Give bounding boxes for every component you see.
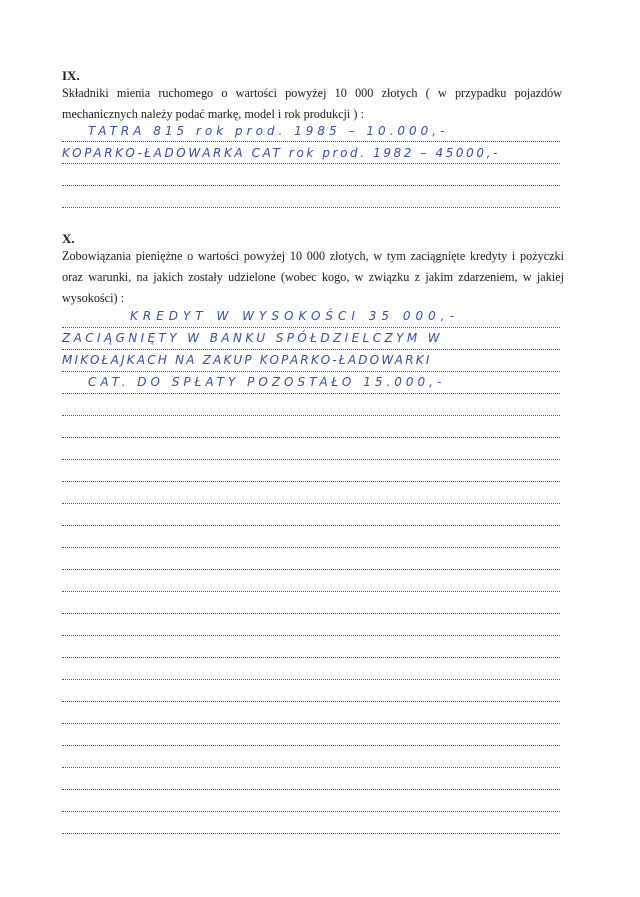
section-x-line-7 xyxy=(62,459,560,460)
section-x-label: Zobowiązania pieniężne o wartości powyżej 10 000 złotych, w tym zaciągnięte kredyty i pożyczki oraz warunki, na jakich zostały udzielone (wobec kogo, w związku z jakim zdarzeniem, w jakiej wysokości) : xyxy=(62,249,564,305)
section-x-entry-4: CAT. DO SPŁATY POZOSTAŁO 15.000,- xyxy=(88,375,446,389)
section-x-line-8 xyxy=(62,481,560,482)
section-x-line-14 xyxy=(62,613,560,614)
section-x-line-16 xyxy=(62,657,560,658)
section-ix-label: Składniki mienia ruchomego o wartości powyżej 10 000 złotych ( w przypadku pojazdów mechanicznych należy podać markę, model i rok produkcji ) : xyxy=(62,86,562,121)
section-ix-line-2 xyxy=(62,163,560,164)
section-ix-entry-1: TATRA 815 rok prod. 1985 – 10.000,- xyxy=(88,124,449,138)
section-x-line-2 xyxy=(62,349,560,350)
section-x-line-17 xyxy=(62,679,560,680)
section-x-entry-2: ZACIĄGNIĘTY W BANKU SPÓŁDZIELCZYM W xyxy=(62,331,444,345)
section-x-line-6 xyxy=(62,437,560,438)
section-x-line-11 xyxy=(62,547,560,548)
section-x-line-5 xyxy=(62,415,560,416)
section-x-line-15 xyxy=(62,635,560,636)
section-x-line-20 xyxy=(62,745,560,746)
section-x-line-3 xyxy=(62,371,560,372)
section-x-line-18 xyxy=(62,701,560,702)
section-x-line-22 xyxy=(62,789,560,790)
section-x-line-12 xyxy=(62,569,560,570)
section-x-line-24 xyxy=(62,833,560,834)
section-x-line-23 xyxy=(62,811,560,812)
section-x-line-13 xyxy=(62,591,560,592)
section-ix-line-4 xyxy=(62,207,560,208)
section-x-entry-3: MIKOŁAJKACH NA ZAKUP KOPARKO-ŁADOWARKI xyxy=(62,353,432,367)
section-ix-line-3 xyxy=(62,185,560,186)
section-ix-entry-2: KOPARKO-ŁADOWARKA CAT rok prod. 1982 – 45000,- xyxy=(62,146,500,160)
section-x-line-21 xyxy=(62,767,560,768)
section-x-entry-1: KREDYT W WYSOKOŚCI 35 000,- xyxy=(130,309,459,323)
section-x-line-10 xyxy=(62,525,560,526)
section-x-line-9 xyxy=(62,503,560,504)
section-x-line-19 xyxy=(62,723,560,724)
section-ix-number: IX. xyxy=(62,68,80,83)
section-x-line-1 xyxy=(62,327,560,328)
section-ix-line-1 xyxy=(62,141,560,142)
section-x-number: X. xyxy=(62,231,75,246)
section-x-line-4 xyxy=(62,393,560,394)
